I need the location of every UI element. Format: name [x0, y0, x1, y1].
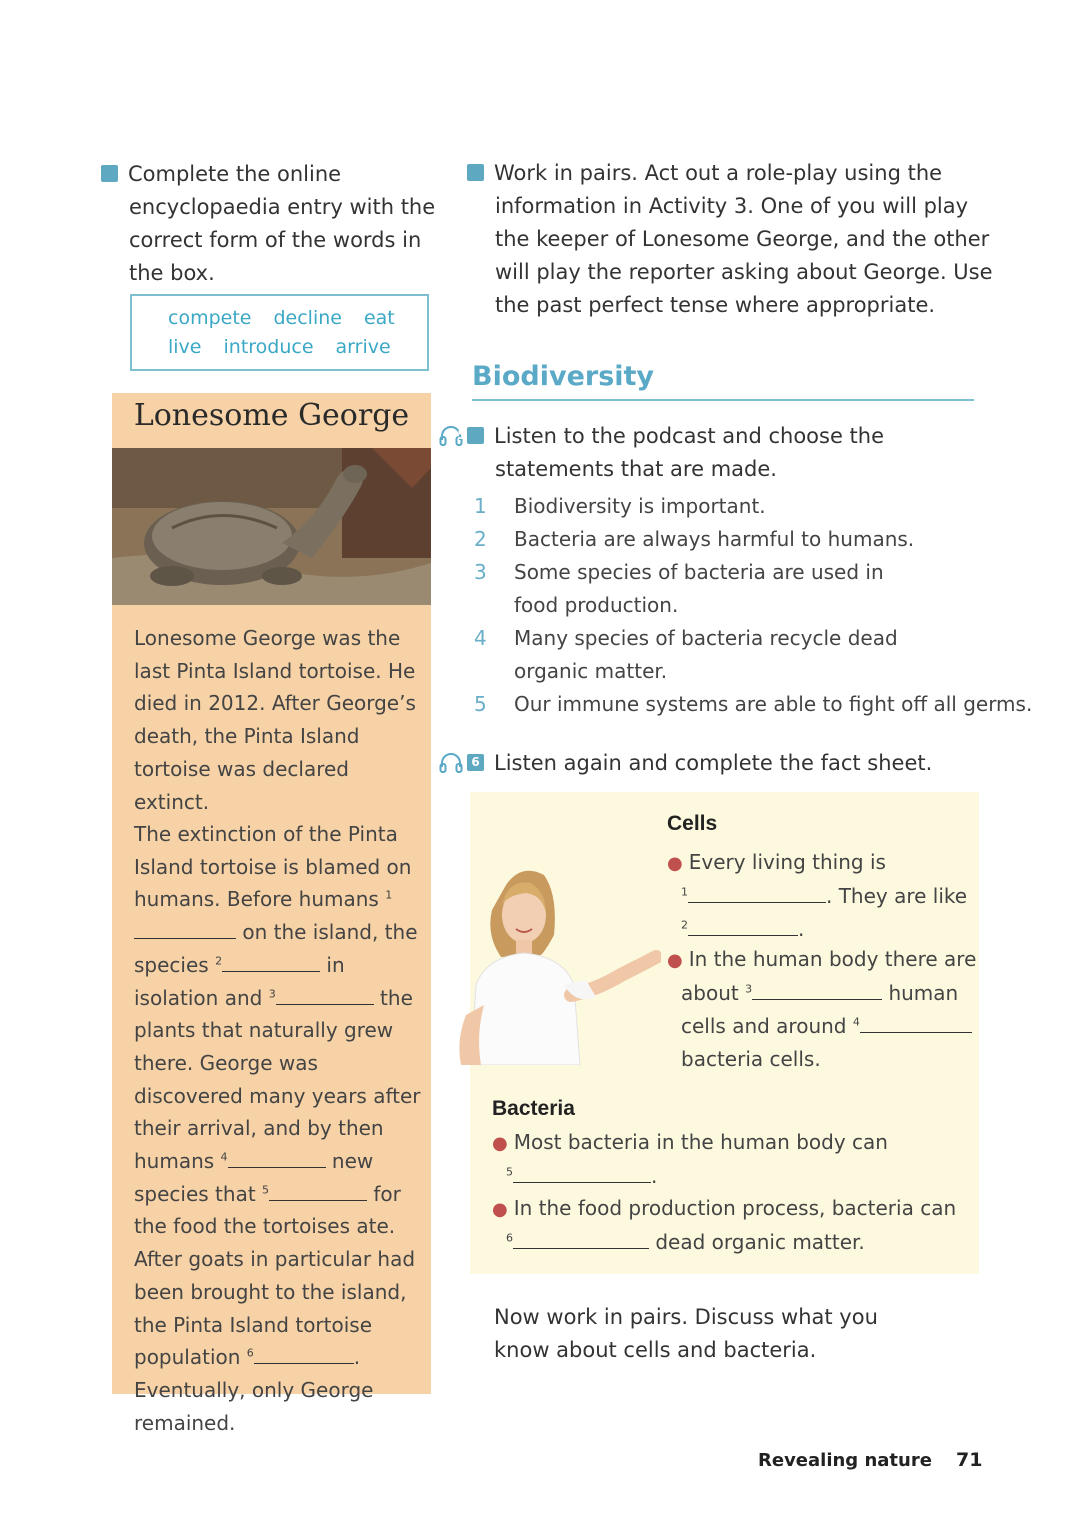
gap-number: 2 [681, 918, 688, 932]
encyclopaedia-paragraph-2: The extinction of the Pinta Island tortoise is blamed on humans. Before humans $^1$ on the island, the species $^2$ in isolation and $^3$ the plants that naturally grew there. George was discovered many years after their arrival, and by then humans $^4$ new species that $^5$ for the food the tortoises ate. After goats in particular had been brought to the island, the Pinta Island tortoise population $^6$ . Eventually, only George remained. [134, 822, 421, 1435]
bullet-icon: ● [667, 853, 683, 874]
activity3-badge: 3 [101, 165, 118, 182]
section-heading-biodiversity: Biodiversity [472, 361, 974, 401]
gap-number: 3 [268, 986, 276, 1000]
tortoise-photo [112, 448, 431, 605]
statement-item[interactable]: 2 Bacteria are always harmful to humans. [474, 527, 915, 551]
activity3-instruction: 3 Complete the online encyclopaedia entry with the correct form of the words in the box. [91, 162, 436, 285]
word-eat: eat [363, 307, 395, 329]
activity5-instruction: 5 Listen to the podcast and choose the statements that are made. [457, 424, 885, 481]
statement-list [474, 490, 1033, 721]
page-number: 71 [956, 1449, 983, 1471]
activity4-badge: 4 [467, 164, 484, 181]
statement-item[interactable]: 1 Biodiversity is important. [474, 494, 766, 518]
fact-gap-2[interactable] [688, 917, 798, 936]
gap-number: 2 [215, 954, 223, 968]
word-introduce: introduce [223, 336, 314, 358]
gap-6[interactable] [254, 1345, 354, 1364]
bullet-icon: ● [667, 950, 683, 971]
activity5-badge: 5 [467, 427, 484, 444]
activity6-badge: 6 [467, 754, 484, 771]
fact-gap-1[interactable] [688, 884, 826, 903]
gap-number: 6 [246, 1346, 254, 1360]
encyclopaedia-paragraph-1: Lonesome George was the last Pinta Island tortoise. He died in 2012. After George’s death, the Pinta Island tortoise was declared extinct. [134, 626, 416, 814]
chapter-title: Revealing nature [758, 1450, 932, 1471]
fact-gap-5[interactable] [513, 1164, 651, 1183]
bacteria-bullet-2: ● In the food production process, bacteria can $^6$ dead organic matter. [492, 1196, 957, 1254]
gap-number: 5 [506, 1165, 513, 1179]
word-arrive: arrive [335, 336, 391, 358]
bullet-icon: ● [492, 1199, 508, 1220]
cells-bullet-2: ● In the human body there are about $^3$ human cells and around $^4$ bacteria cells. [667, 947, 977, 1071]
presenter-illustration [446, 865, 661, 1065]
encyclopaedia-title: Lonesome George [133, 398, 410, 433]
activity6-instruction: 6 Listen again and complete the fact sheet. [467, 747, 979, 780]
bullet-icon: ● [492, 1133, 508, 1154]
discussion-prompt: Now work in pairs. Discuss what you know about cells and bacteria. [494, 1305, 878, 1362]
statement-item[interactable]: 4 Many species of bacteria recycle dead organic matter. [474, 626, 898, 683]
gap-number: 1 [681, 885, 688, 899]
fact-gap-4[interactable] [860, 1014, 972, 1033]
gap-number: 1 [385, 888, 393, 902]
gap-number: 4 [852, 1015, 860, 1029]
cells-bullet-1: ● Every living thing is $^1$ . They are like $^2$ . [667, 850, 968, 941]
statement-item[interactable]: 5 Our immune systems are able to fight off all germs. [474, 692, 1033, 716]
gap-number: 4 [220, 1150, 228, 1164]
activity4-instruction: 4 Work in pairs. Act out a role-play using the information in Activity 3. One of you will play the keeper of Lonesome George, and the other will play the reporter asking about George. Use the past perfect tense where appropriate. [457, 161, 993, 317]
headphones-icon [439, 752, 463, 778]
gap-number: 6 [506, 1231, 513, 1245]
gap-4[interactable] [228, 1149, 326, 1168]
fact-gap-3[interactable] [752, 981, 882, 1000]
word-box [130, 294, 429, 371]
gap-1[interactable] [134, 920, 236, 939]
gap-number: 3 [745, 982, 753, 996]
word-compete: compete [168, 307, 252, 329]
gap-2[interactable] [222, 953, 320, 972]
fact-gap-6[interactable] [513, 1230, 649, 1249]
bacteria-bullet-1: ● Most bacteria in the human body can $^5$ . [492, 1130, 888, 1188]
gap-5[interactable] [269, 1182, 367, 1201]
statement-item[interactable]: 3 Some species of bacteria are used in food production. [474, 560, 884, 617]
gap-number: 5 [262, 1183, 270, 1197]
word-live: live [168, 336, 202, 358]
word-decline: decline [273, 307, 342, 329]
cells-heading: Cells [667, 812, 718, 835]
bacteria-heading: Bacteria [492, 1097, 575, 1120]
gap-3[interactable] [276, 986, 374, 1005]
